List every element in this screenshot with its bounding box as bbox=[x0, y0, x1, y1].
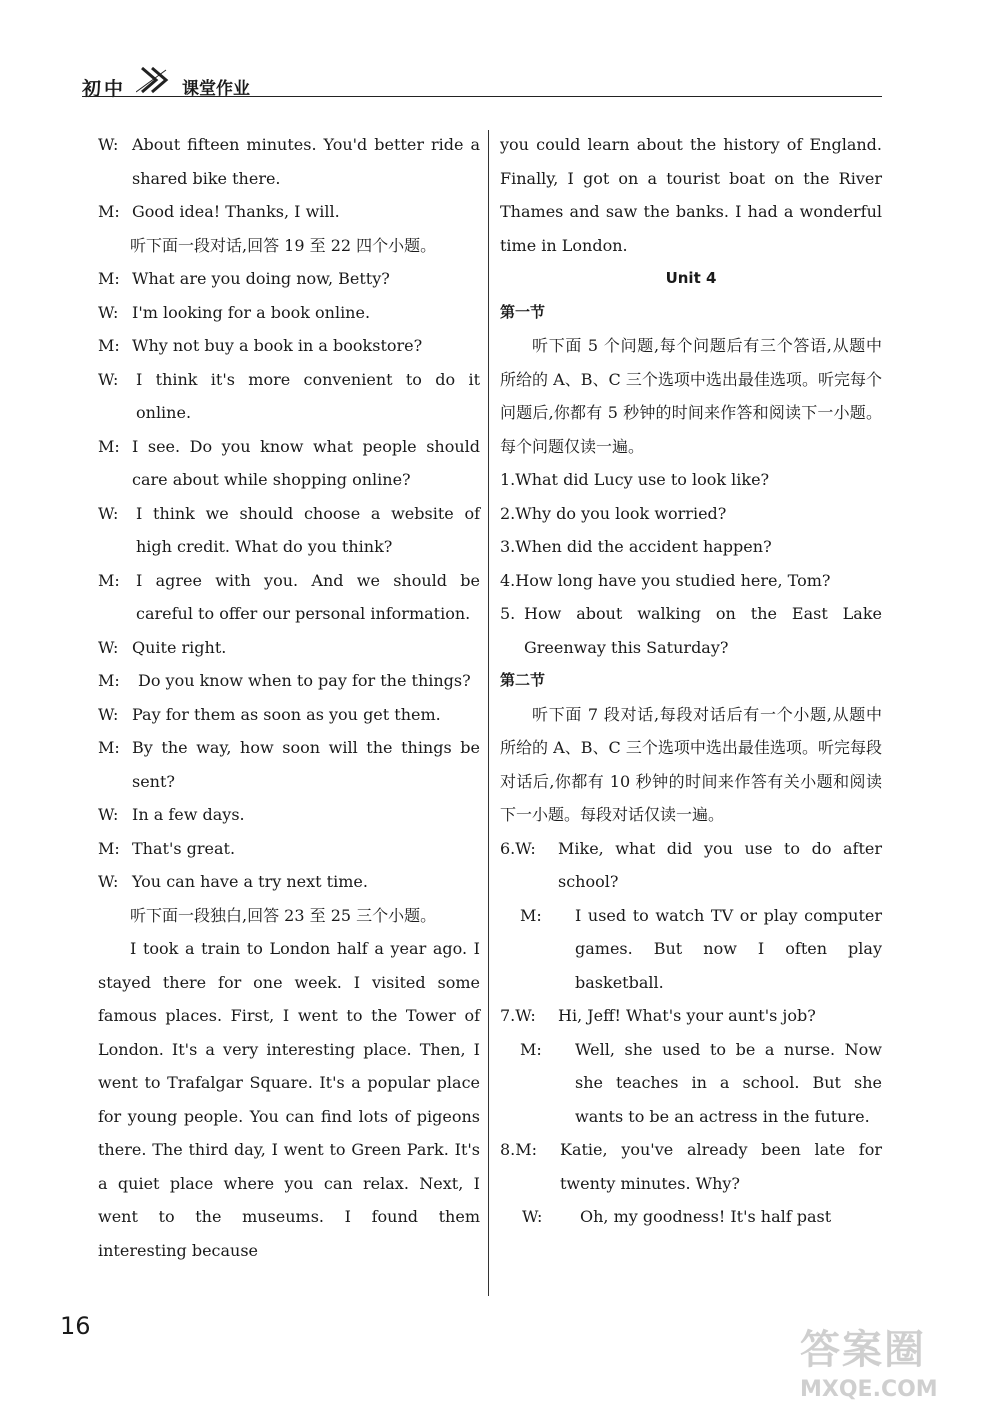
watermark-logo: 答案圈 bbox=[800, 1327, 926, 1373]
paragraph: I took a train to London half a year ago. I stayed there for one week. I visited some famous places. First, I went to the Tower of London. It's a very interesting place. Then, I went to Trafalgar Square. It's a popular place for young people. You can find lots of pigeons there. The third day, I went to Green Park. It's a quiet place where you can relax. Next, I went to the museums. I found them interesting because bbox=[98, 939, 480, 1260]
speaker-label: M: bbox=[98, 838, 120, 858]
dialogue-line bbox=[98, 564, 480, 631]
speaker-label: 7.W: bbox=[500, 1006, 536, 1025]
speaker-label: M: bbox=[98, 436, 120, 456]
section-heading: 第一节 bbox=[500, 302, 546, 321]
speaker-label: M: bbox=[98, 671, 120, 690]
dialogue-text: I see. Do you know what people should care about while shopping online? bbox=[132, 436, 480, 489]
dialogue-line bbox=[98, 262, 480, 296]
dialogue-line bbox=[98, 832, 480, 866]
paragraph: 听下面 5 个问题,每个问题后有三个答语,从题中所给的 A、B、C 三个选项中选出最佳选项。听完每个问题后,你都有 5 秒钟的时间来作答和阅读下一小题。每个问题仅读一遍。 bbox=[500, 336, 882, 456]
dialogue-line bbox=[500, 1200, 882, 1234]
dialogue-line bbox=[500, 1033, 882, 1134]
text-line: 3.When did the accident happen? bbox=[500, 537, 772, 556]
dialogue-text: I think it's more convenient to do it online. bbox=[136, 369, 480, 422]
paragraph: 听下面 7 段对话,每段对话后有一个小题,从题中所给的 A、B、C 三个选项中选出最佳选项。听完每段对话后,你都有 10 秒钟的时间来作答有关小题和阅读下一小题。每段对话仅读一遍。 bbox=[500, 704, 882, 824]
dialogue-text: What are you doing now, Betty? bbox=[132, 269, 390, 288]
column-divider bbox=[488, 130, 489, 1296]
dialogue-text: I agree with you. And we should be careful to offer our personal information. bbox=[136, 570, 480, 623]
left-column bbox=[98, 128, 480, 1267]
speaker-label: W: bbox=[98, 704, 119, 724]
speaker-label: M: bbox=[520, 905, 542, 925]
unit-heading: Unit 4 bbox=[665, 269, 717, 287]
speaker-label: 6.W: bbox=[500, 838, 536, 858]
dialogue-text: Quite right. bbox=[132, 637, 227, 657]
section-heading: 第二节 bbox=[500, 671, 546, 689]
dialogue-text: Mike, what did you use to do after school? bbox=[558, 838, 882, 891]
dialogue-line bbox=[98, 798, 480, 832]
dialogue-text: Do you know when to pay for the things? bbox=[138, 671, 471, 690]
dialogue-text: You can have a try next time. bbox=[132, 872, 368, 891]
speaker-label: M: bbox=[520, 1039, 542, 1059]
speaker-label: W: bbox=[98, 637, 119, 657]
dialogue-line bbox=[98, 329, 480, 363]
speaker-label: W: bbox=[98, 805, 119, 824]
speaker-label: M: bbox=[98, 202, 120, 221]
dialogue-text: About fifteen minutes. You'd better ride a shared bike there. bbox=[132, 135, 480, 188]
speaker-label: M: bbox=[98, 738, 120, 757]
dialogue-line bbox=[500, 899, 882, 1000]
dialogue-line bbox=[500, 832, 882, 899]
section-instruction: 听下面一段独白,回答 23 至 25 三个小题。 bbox=[130, 905, 437, 925]
dialogue-line bbox=[500, 597, 882, 664]
watermark-url: MXQE.COM bbox=[800, 1377, 938, 1402]
speaker-label: 5. bbox=[500, 604, 516, 623]
dialogue-line bbox=[98, 128, 480, 195]
page-number: 16 bbox=[60, 1312, 91, 1340]
dialogue-text: I used to watch TV or play computer games. But now I often play basketball. bbox=[575, 905, 882, 992]
dialogue-line bbox=[500, 1133, 882, 1200]
dialogue-line bbox=[98, 731, 480, 798]
dialogue-line bbox=[98, 363, 480, 430]
dialogue-line bbox=[98, 195, 480, 229]
speaker-label: W: bbox=[98, 503, 119, 523]
text-line: 1.What did Lucy use to look like? bbox=[500, 470, 770, 489]
speaker-label: W: bbox=[98, 135, 119, 154]
dialogue-text: I'm looking for a book online. bbox=[132, 302, 371, 322]
dialogue-text: Well, she used to be a nurse. Now she teaches in a school. But she wants to be an actress in the future. bbox=[575, 1039, 882, 1126]
dialogue-text: Oh, my goodness! It's half past bbox=[580, 1207, 832, 1226]
text-line: 4.How long have you studied here, Tom? bbox=[500, 570, 831, 590]
speaker-label: W: bbox=[98, 872, 119, 891]
speaker-label: M: bbox=[98, 336, 120, 355]
grade-label: 初中 bbox=[82, 78, 127, 100]
dialogue-line bbox=[500, 999, 882, 1033]
speaker-label: M: bbox=[98, 570, 120, 590]
dialogue-line bbox=[98, 430, 480, 497]
dialogue-text: I think we should choose a website of high credit. What do you think? bbox=[136, 503, 480, 556]
dialogue-text: By the way, how soon will the things be sent? bbox=[132, 738, 480, 791]
dialogue-line bbox=[98, 664, 480, 698]
speaker-label: W: bbox=[98, 302, 119, 322]
speaker-label: M: bbox=[98, 269, 120, 288]
dialogue-line bbox=[98, 698, 480, 732]
dialogue-text: That's great. bbox=[132, 838, 236, 858]
dialogue-text: Hi, Jeff! What's your aunt's job? bbox=[558, 1006, 816, 1025]
book-title: 课堂作业 bbox=[182, 79, 250, 99]
dialogue-line bbox=[98, 497, 480, 564]
section-instruction: 听下面一段对话,回答 19 至 22 四个小题。 bbox=[130, 235, 437, 255]
dialogue-line bbox=[98, 631, 480, 665]
dialogue-text: Pay for them as soon as you get them. bbox=[132, 704, 441, 724]
dialogue-line bbox=[98, 865, 480, 899]
speaker-label: W: bbox=[522, 1207, 543, 1226]
dialogue-text: Katie, you've already been late for twenty minutes. Why? bbox=[560, 1140, 882, 1193]
dialogue-text: Good idea! Thanks, I will. bbox=[132, 202, 340, 221]
speaker-label: W: bbox=[98, 369, 119, 389]
header-rule bbox=[82, 96, 882, 97]
text-line: you could learn about the history of England. Finally, I got on a tourist boat on the River Thames and saw the banks. I had a wonderful time in London. bbox=[500, 135, 882, 255]
speaker-label: 8.M: bbox=[500, 1140, 538, 1159]
watermark bbox=[800, 1318, 990, 1400]
text-line: 2.Why do you look worried? bbox=[500, 503, 727, 523]
dialogue-text: In a few days. bbox=[132, 805, 245, 824]
dialogue-text: How about walking on the East Lake Greenway this Saturday? bbox=[524, 604, 882, 657]
right-column bbox=[500, 128, 882, 1234]
dialogue-text: Why not buy a book in a bookstore? bbox=[132, 336, 423, 355]
dialogue-line bbox=[98, 296, 480, 330]
page-header bbox=[82, 62, 882, 98]
